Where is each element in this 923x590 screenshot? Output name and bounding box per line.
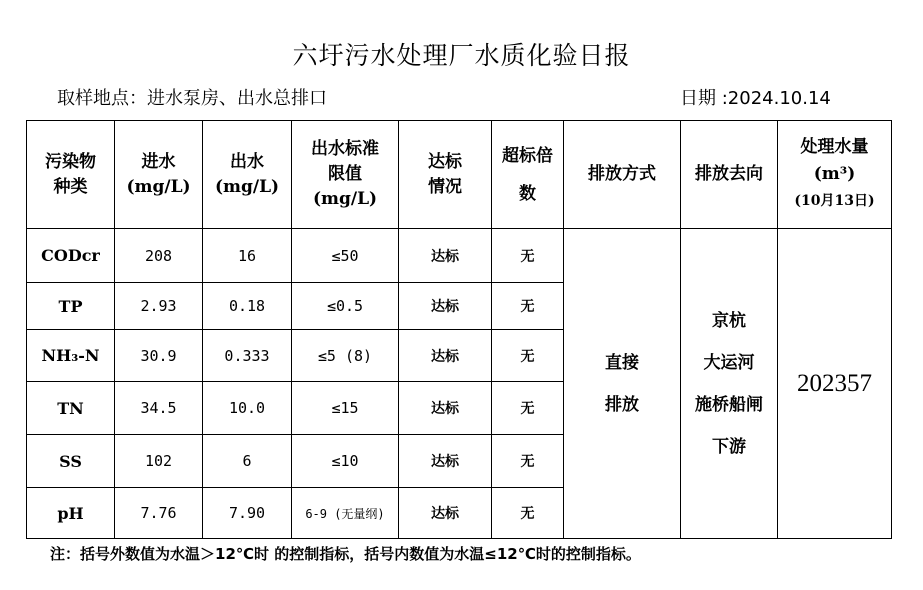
pollutant-name: NH₃-N [27, 330, 115, 382]
header-limit: 出水标准 限值 (mg/L) [292, 121, 399, 229]
table-row [27, 229, 892, 283]
pollutant-name: TN [27, 382, 115, 435]
footnote: 注：括号外数值为水温＞12℃时 的控制指标，括号内数值为水温≤12℃时的控制指标。 [50, 545, 641, 563]
compliance-status: 达标 [399, 330, 492, 382]
sample-location: 取样地点：进水泵房、出水总排口 [57, 88, 327, 109]
exceed-value: 无 [492, 229, 564, 283]
exceed-value: 无 [492, 330, 564, 382]
compliance-status: 达标 [399, 488, 492, 539]
compliance-status: 达标 [399, 382, 492, 435]
limit-value: ≤5 (8) [292, 330, 399, 382]
header-pollutant: 污染物 种类 [27, 121, 115, 229]
effluent-value: 0.18 [203, 283, 292, 330]
water-quality-table [26, 120, 892, 539]
exceed-value: 无 [492, 488, 564, 539]
influent-value: 7.76 [115, 488, 203, 539]
effluent-value: 6 [203, 435, 292, 488]
header-compliance: 达标 情况 [399, 121, 492, 229]
effluent-value: 7.90 [203, 488, 292, 539]
header-row [27, 121, 892, 229]
header-volume: 处理水量 (m³) (10月13日) [778, 121, 892, 229]
pollutant-name: SS [27, 435, 115, 488]
influent-value: 208 [115, 229, 203, 283]
header-discharge-dest: 排放去向 [681, 121, 778, 229]
report-date: 日期 :2024.10.14 [680, 88, 831, 109]
limit-value: ≤50 [292, 229, 399, 283]
header-influent: 进水 (mg/L) [115, 121, 203, 229]
header-effluent: 出水 (mg/L) [203, 121, 292, 229]
pollutant-name: TP [27, 283, 115, 330]
influent-value: 2.93 [115, 283, 203, 330]
effluent-value: 0.333 [203, 330, 292, 382]
influent-value: 30.9 [115, 330, 203, 382]
treated-volume: 202357 [778, 229, 892, 539]
pollutant-name: pH [27, 488, 115, 539]
report-title: 六圩污水处理厂水质化验日报 [292, 41, 631, 70]
limit-value: 6-9 (无量纲) [292, 488, 399, 539]
pollutant-name: CODcr [27, 229, 115, 283]
effluent-value: 16 [203, 229, 292, 283]
header-exceed: 超标倍 数 [492, 121, 564, 229]
header-discharge-method: 排放方式 [564, 121, 681, 229]
exceed-value: 无 [492, 382, 564, 435]
exceed-value: 无 [492, 435, 564, 488]
limit-value: ≤0.5 [292, 283, 399, 330]
exceed-value: 无 [492, 283, 564, 330]
influent-value: 34.5 [115, 382, 203, 435]
discharge-method: 直接 排放 [564, 229, 681, 539]
effluent-value: 10.0 [203, 382, 292, 435]
limit-value: ≤15 [292, 382, 399, 435]
compliance-status: 达标 [399, 435, 492, 488]
compliance-status: 达标 [399, 283, 492, 330]
limit-value: ≤10 [292, 435, 399, 488]
compliance-status: 达标 [399, 229, 492, 283]
influent-value: 102 [115, 435, 203, 488]
discharge-destination: 京杭 大运河 施桥船闸 下游 [681, 229, 778, 539]
